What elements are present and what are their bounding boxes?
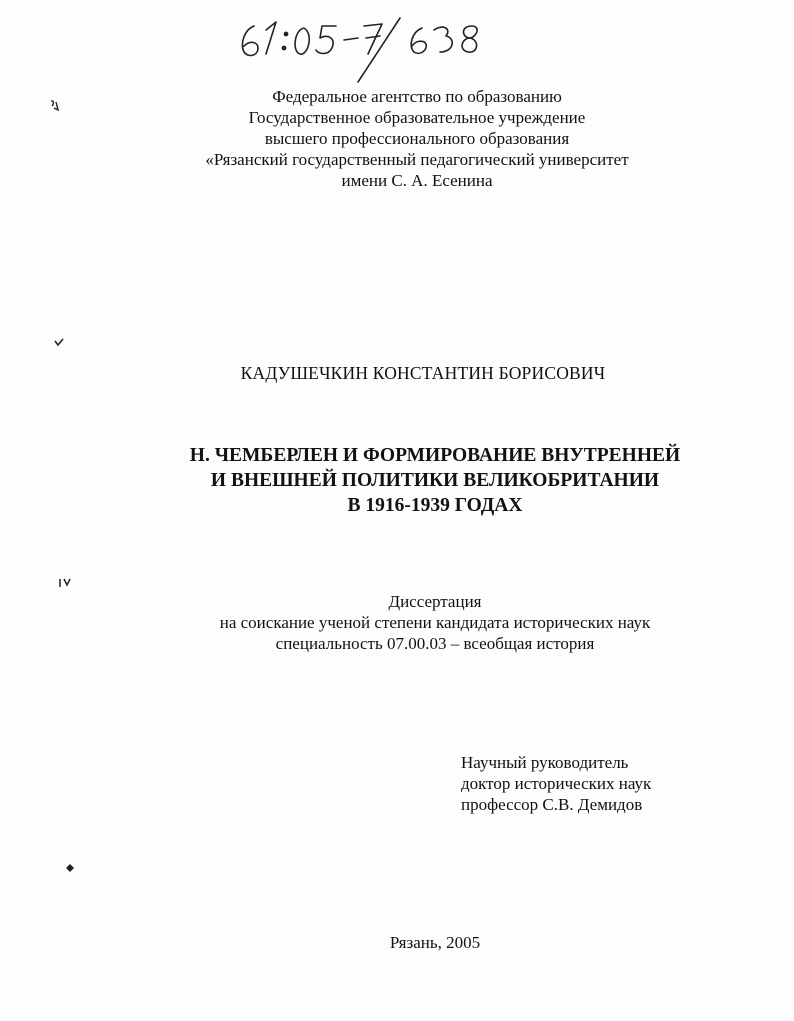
dissertation-line: на соискание ученой степени кандидата исторических наук [219,613,651,632]
scan-mark-icon [52,336,66,350]
scan-mark-icon [58,576,72,590]
title-line: И ВНЕШНЕЙ ПОЛИТИКИ ВЕЛИКОБРИТАНИИ [210,470,660,491]
supervisor-line: Научный руководитель [461,753,629,772]
scan-mark-icon [48,98,62,112]
supervisor-info [461,752,651,815]
title-line: Н. ЧЕМБЕРЛЕН И ФОРМИРОВАНИЕ ВНУТРЕННЕЙ [189,445,681,466]
handwritten-catalog-number [232,4,502,84]
organization-line: имени С. А. Есенина [341,171,493,190]
dissertation-line: Диссертация [388,592,482,611]
title-line: В 1916-1939 ГОДАХ [347,495,523,516]
scan-mark-icon [64,862,76,874]
dissertation-info [0,591,794,654]
organization-line: Федеральное агентство по образованию [272,87,562,106]
dissertation-title [0,443,794,518]
author-name: КАДУШЕЧКИН КОНСТАНТИН БОРИСОВИЧ [240,363,606,383]
organization-line: Государственное образовательное учреждение [248,108,586,127]
supervisor-line: доктор исторических наук [461,774,652,793]
organization-line: высшего профессионального образования [264,129,570,148]
organization-line: «Рязанский государственный педагогический университет [205,150,629,169]
dissertation-line: специальность 07.00.03 – всеобщая история [275,634,595,653]
organization-header [0,86,794,191]
supervisor-line: профессор С.В. Демидов [461,795,643,814]
city-year: Рязань, 2005 [389,933,481,952]
